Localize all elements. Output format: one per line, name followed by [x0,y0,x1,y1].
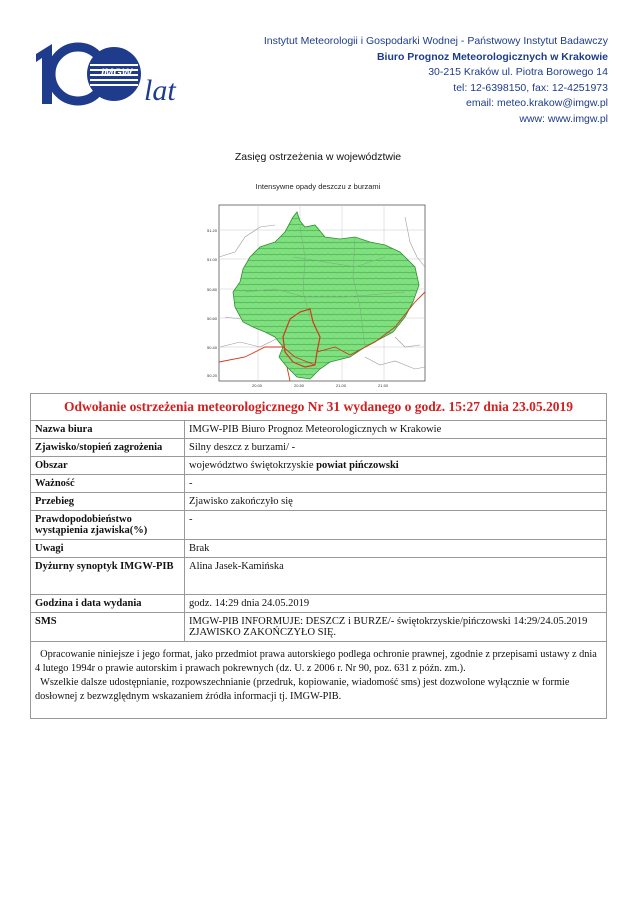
table-row [31,457,607,475]
row-key: SMS [31,613,185,642]
y-tick: 51.00 [207,257,218,262]
table-row [31,439,607,457]
table-row [31,475,607,493]
row-value: IMGW-PIB Biuro Prognoz Meteorologicznych w Krakowie [185,421,607,439]
office-name: Biuro Prognoz Meteorologicznych w Krakowie [376,50,608,63]
y-tick: 50.20 [207,373,218,378]
office-email[interactable]: email: meteo.krakow@imgw.pl [466,97,608,110]
table-row [31,511,607,540]
table-row [31,595,607,613]
distribution-text: Wszelkie dalsze udostępnianie, rozpowszechnianie (przedruk, kopiowanie, wiadomość sms) jest dozwolone wyłącznie w formie dosłownej z bezwzględnym wskazaniem źródła informacji tj. IMGW-PIB. [35,677,570,702]
y-tick: 50.40 [207,345,218,350]
row-value: - [185,475,607,493]
table-row [31,613,607,642]
row-key: Uwagi [31,540,185,558]
row-key: Zjawisko/stopień zagrożenia [31,439,185,457]
row-key: Ważność [31,475,185,493]
office-phone: tel: 12-6398150, fax: 12-4251973 [453,81,608,94]
table-row [31,421,607,439]
area-county: powiat pińczowski [316,460,399,471]
warning-title: Odwołanie ostrzeżenia meteorologicznego Nr 31 wydanego o godz. 15:27 dnia 23.05.2019 [31,394,607,421]
area-voivodeship: województwo świętokrzyskie [189,460,314,471]
y-tick: 50.80 [207,287,218,292]
map-title: Zasięg ostrzeżenia w województwie [234,151,402,163]
row-value: Alina Jasek-Kamińska [185,558,607,595]
row-key: Godzina i data wydania [31,595,185,613]
x-tick: 20.00 [252,383,263,388]
office-www[interactable]: www: www.imgw.pl [519,112,608,125]
row-value: IMGW-PIB INFORMUJE: DESZCZ i BURZE/- świętokrzyskie/pińczowski 14:29/24.05.2019 ZJAWISKO ZAKOŃCZYŁO SIĘ. [185,613,607,642]
svg-text:lat: lat [144,74,176,107]
svg-text:IMGW: IMGW [101,67,133,79]
table-row [31,558,607,595]
row-key: Prawdopodobieństwo wystąpienia zjawiska(%) [31,511,185,540]
table-row [31,493,607,511]
row-value: Brak [185,540,607,558]
institute-name: Instytut Meteorologii i Gospodarki Wodnej - Państwowy Instytut Badawczy [263,35,608,47]
x-tick: 21.00 [336,383,347,388]
imgw-100-lat-logo [34,40,194,110]
x-tick: 20.50 [294,383,305,388]
institute-header [264,34,608,128]
x-tick: 21.50 [378,383,389,388]
row-value: - [185,511,607,540]
warning-area-map [205,197,431,393]
row-value: Zjawisko zakończyło się [185,493,607,511]
copyright-note [31,642,607,719]
row-value: godz. 14:29 dnia 24.05.2019 [185,595,607,613]
row-key: Obszar [31,457,185,475]
y-tick: 51.20 [207,228,218,233]
row-value [185,457,607,475]
map-subtitle: Intensywne opady deszczu z burzami [255,182,381,191]
warning-table [30,393,607,719]
row-key: Nazwa biura [31,421,185,439]
y-tick: 50.60 [207,316,218,321]
row-value: Silny deszcz z burzami/ - [185,439,607,457]
table-row [31,540,607,558]
row-key: Przebieg [31,493,185,511]
office-address: 30-215 Kraków ul. Piotra Borowego 14 [428,66,608,79]
copyright-text: Opracowanie niniejsze i jego format, jako przedmiot prawa autorskiego podlega ochronie prawnej, zgodnie z przepisami ustawy z dnia 4 lutego 1994r o prawie autorskim i prawach pokrewnych (dz. U. z 2006 r. Nr 90, poz. 631 z późn. zm.). [35,649,597,674]
row-key: Dyżurny synoptyk IMGW-PIB [31,558,185,595]
